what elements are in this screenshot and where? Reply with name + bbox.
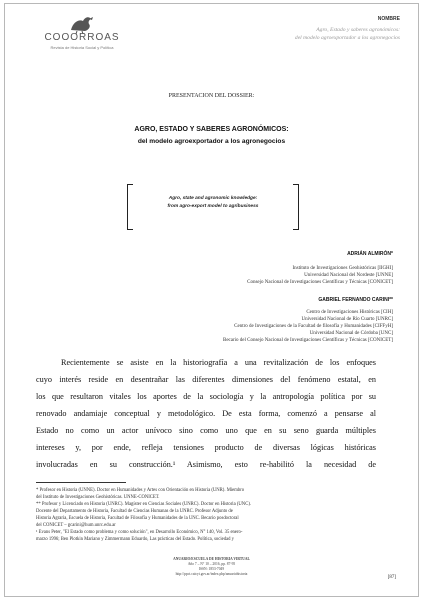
footer-issn: ISSN: 1853-7049 [198, 567, 225, 571]
footnote-separator [36, 482, 126, 483]
footnote-line: ** Profesor y Licenciado en Historia (UNRC). Magíster en Ciencias Sociales (UNRC). Doctor en Historia (UNC). [36, 502, 252, 507]
issue-label: NOMBRE [377, 16, 400, 22]
author-affiliation: Centro de Investigaciones Históricas [CIH] [306, 310, 393, 315]
footnote-line: del CONICET – gcarini@hum.unrc.edu.ar [36, 523, 116, 528]
footer-issue: Año 7 – N° 10 – 2016, pp. 87-95 [187, 562, 236, 566]
author-affiliation: Consejo Nacional de Investigaciones Científicas y Técnicas [CONICET] [247, 280, 393, 285]
body-line: intereses y, por ende, refleja tensiones producto de diversas lógicas históricas [36, 443, 376, 452]
footnote-line: marzo 1996; Ben Plotkin Mariano y Zimmermann Eduardo, Las prácticas del Estado. Política, sociedad y [36, 537, 234, 542]
body-line: cuyo interés reside en desentrañar las diferentes dimensiones del fenómeno estatal, en [36, 375, 376, 384]
footnote-line: * Profesor en Historia (UNNE). Doctor en Humanidades y Artes con Orientación en Historia (UNR). Miembro [36, 488, 245, 493]
rooster-icon [67, 14, 97, 34]
english-title-line1: Agro, state and agronomic knowledge: [168, 196, 258, 201]
body-line: Recientemente se asiste en la historiografía a una revitalización de los enfoques [61, 358, 376, 367]
author-affiliation: Instituto de Investigaciones Geohistóricas [IIGHI] [292, 266, 393, 271]
body-line: los que resultaron vitales los aportes de la sociología y la antropología política por su [36, 392, 376, 401]
document-page [4, 3, 419, 597]
logo-tagline: Revista de Historia Social y Política [50, 45, 114, 50]
author-affiliation: Universidad Nacional de Río Cuarto [UNRC] [301, 317, 393, 322]
footnote-line: ¹ Evans Peter, "El Estado como problema y como solución", en Desarrollo Económico, N° 140, Vol. 35 enero- [36, 530, 243, 535]
english-title-box [127, 184, 299, 230]
footer-url: http://ppct.caicyt.gov.ar/index.php/anuariohistoria [175, 572, 248, 576]
author-affiliation: Becario del Consejo Nacional de Investigaciones Científicas y Técnicas [CONICET] [223, 338, 393, 343]
footnote-line: Docente del Departamento de Historia, Facultad de Ciencias Humanas de la UNRC. Profesor Adjunto de [36, 509, 233, 514]
running-header-line2: del modelo agroexportador a los agronegocios [294, 35, 400, 41]
footer-journal: ANUARIO/ESCUELA DE HISTORIA VIRTUAL [173, 557, 250, 561]
article-subtitle: del modelo agroexportador a los agronegocios [137, 138, 286, 145]
body-line: renovado andamiaje conceptual y metodológico. De esta forma, comenzó a pensarse al [36, 409, 376, 418]
body-line: Estado no como un actor unívoco sino como uno que en su seno guarda múltiples [36, 426, 376, 435]
section-label: PRESENTACION DEL DOSSIER: [168, 93, 255, 99]
author-affiliation: Universidad Nacional del Nordeste [UNNE] [304, 273, 393, 278]
article-title: AGRO, ESTADO Y SABERES AGRONÓMICOS: [134, 126, 289, 133]
body-line: involucradas en su construcción.¹ Asimismo, esto re-habilitó la necesidad de [36, 460, 376, 469]
footnote-line: del Instituto de Investigaciones Geohistóricas. UNNE-CONICET. [36, 495, 160, 500]
author-affiliation: Universidad Nacional de Córdoba [UNC] [309, 331, 393, 336]
page-number: [87] [387, 575, 396, 580]
footnote-line: Historia Agraria, Escuela de Historia, Facultad de Filosofía y Humanidades de la UNC. Becario posdoctoral [36, 516, 239, 521]
author-name: ADRIÁN ALMIRÓN* [347, 251, 393, 257]
english-title-line2: from agro-export model to agribusiness [167, 204, 259, 209]
journal-logo [27, 14, 137, 56]
logo-wordmark: COOORROAS [44, 32, 120, 43]
author-affiliation: Centro de Investigaciones de la Facultad de filosofía y Humanidades [CIFFyH] [234, 324, 393, 329]
running-header-line1: Agro, Estado y saberes agronómicos: [316, 27, 400, 33]
author-name: GABRIEL FERNANDO CARINI** [318, 297, 393, 303]
